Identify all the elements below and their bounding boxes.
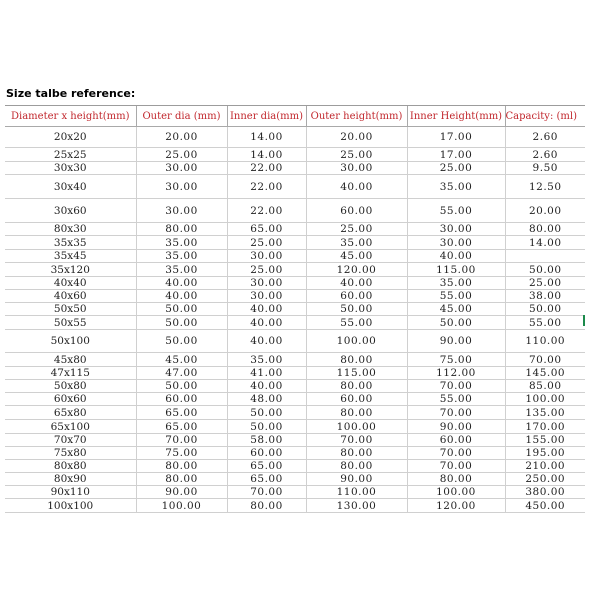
cell-inner-height[interactable]: 115.00: [407, 263, 505, 277]
cell-outer-height[interactable]: 130.00: [306, 499, 407, 513]
cell-size[interactable]: 80x80: [5, 460, 136, 473]
table-row: [5, 175, 585, 199]
table-row: [5, 303, 585, 316]
cell-inner-dia[interactable]: 60.00: [227, 447, 306, 460]
cell-inner-dia[interactable]: 58.00: [227, 434, 306, 447]
cell-outer-height[interactable]: 80.00: [306, 460, 407, 473]
cell-capacity[interactable]: 110.00: [505, 330, 585, 353]
cell-outer-height[interactable]: 60.00: [306, 199, 407, 223]
cell-outer-height[interactable]: 100.00: [306, 420, 407, 434]
cell-inner-dia[interactable]: 25.00: [227, 236, 306, 250]
cell-outer-dia[interactable]: 30.00: [136, 175, 227, 199]
cell-outer-height[interactable]: 35.00: [306, 236, 407, 250]
cell-outer-dia[interactable]: 50.00: [136, 303, 227, 316]
cell-size[interactable]: 40x40: [5, 277, 136, 290]
cell-capacity[interactable]: 50.00: [505, 263, 585, 277]
cell-capacity[interactable]: 380.00: [505, 486, 585, 499]
cell-capacity[interactable]: 14.00: [505, 236, 585, 250]
cell-outer-dia[interactable]: 50.00: [136, 380, 227, 393]
cell-outer-dia[interactable]: 45.00: [136, 353, 227, 367]
cell-capacity[interactable]: 70.00: [505, 353, 585, 367]
cell-inner-dia[interactable]: 30.00: [227, 290, 306, 303]
cell-size[interactable]: 35x35: [5, 236, 136, 250]
cell-outer-height[interactable]: 25.00: [306, 223, 407, 236]
cell-outer-dia[interactable]: 35.00: [136, 236, 227, 250]
cell-outer-dia[interactable]: 80.00: [136, 223, 227, 236]
cell-size[interactable]: 35x45: [5, 250, 136, 263]
cell-size[interactable]: 30x40: [5, 175, 136, 199]
cell-inner-dia[interactable]: 22.00: [227, 175, 306, 199]
cell-inner-height[interactable]: 35.00: [407, 175, 505, 199]
table-row: [5, 393, 585, 406]
cell-inner-height[interactable]: 70.00: [407, 460, 505, 473]
cell-inner-height[interactable]: 55.00: [407, 290, 505, 303]
cell-capacity[interactable]: 250.00: [505, 473, 585, 486]
cell-capacity[interactable]: 25.00: [505, 277, 585, 290]
cell-inner-height[interactable]: 90.00: [407, 330, 505, 353]
table-row: [5, 473, 585, 486]
table-row: [5, 447, 585, 460]
cell-inner-height[interactable]: 45.00: [407, 303, 505, 316]
cell-outer-height[interactable]: 50.00: [306, 303, 407, 316]
table-row: [5, 316, 585, 330]
cell-outer-dia[interactable]: 50.00: [136, 316, 227, 330]
cell-size[interactable]: 90x110: [5, 486, 136, 499]
cell-capacity[interactable]: 20.00: [505, 199, 585, 223]
cell-outer-height[interactable]: 60.00: [306, 290, 407, 303]
cell-capacity[interactable]: 55.00: [505, 316, 585, 330]
cell-inner-dia[interactable]: 41.00: [227, 367, 306, 380]
table-row: [5, 367, 585, 380]
cell-inner-height[interactable]: 70.00: [407, 406, 505, 420]
cell-outer-dia[interactable]: 20.00: [136, 127, 227, 148]
cell-inner-dia[interactable]: 70.00: [227, 486, 306, 499]
cell-outer-height[interactable]: 80.00: [306, 406, 407, 420]
cell-inner-dia[interactable]: 80.00: [227, 499, 306, 513]
cell-inner-height[interactable]: 75.00: [407, 353, 505, 367]
page-title: Size talbe reference:: [6, 87, 136, 100]
cell-outer-height[interactable]: 90.00: [306, 473, 407, 486]
cell-outer-dia[interactable]: 80.00: [136, 473, 227, 486]
header-outer-dia[interactable]: Outer dia (mm): [136, 106, 227, 127]
cell-capacity[interactable]: 50.00: [505, 303, 585, 316]
cell-outer-height[interactable]: 40.00: [306, 277, 407, 290]
cell-size[interactable]: 100x100: [5, 499, 136, 513]
cell-inner-height[interactable]: 30.00: [407, 236, 505, 250]
table-row: [5, 223, 585, 236]
cell-outer-height[interactable]: 70.00: [306, 434, 407, 447]
cell-inner-dia[interactable]: 22.00: [227, 162, 306, 175]
cell-capacity[interactable]: [505, 250, 585, 263]
cell-inner-height[interactable]: 60.00: [407, 434, 505, 447]
cell-capacity[interactable]: 12.50: [505, 175, 585, 199]
table-row: [5, 250, 585, 263]
cell-size[interactable]: 47x115: [5, 367, 136, 380]
cell-outer-height[interactable]: 55.00: [306, 316, 407, 330]
table-row: [5, 290, 585, 303]
cell-inner-dia[interactable]: 48.00: [227, 393, 306, 406]
cell-outer-dia[interactable]: 47.00: [136, 367, 227, 380]
cell-outer-dia[interactable]: 35.00: [136, 250, 227, 263]
cell-inner-height[interactable]: 90.00: [407, 420, 505, 434]
cell-capacity[interactable]: 2.60: [505, 148, 585, 162]
cell-outer-dia[interactable]: 75.00: [136, 447, 227, 460]
cell-size[interactable]: 30x60: [5, 199, 136, 223]
cell-inner-dia[interactable]: 50.00: [227, 406, 306, 420]
cell-capacity[interactable]: 170.00: [505, 420, 585, 434]
cell-outer-dia[interactable]: 60.00: [136, 393, 227, 406]
cell-outer-dia[interactable]: 90.00: [136, 486, 227, 499]
cell-inner-height[interactable]: 50.00: [407, 316, 505, 330]
table-row: [5, 127, 585, 148]
cell-outer-dia[interactable]: 70.00: [136, 434, 227, 447]
cell-outer-dia[interactable]: 30.00: [136, 199, 227, 223]
cell-inner-dia[interactable]: 40.00: [227, 303, 306, 316]
table-row: [5, 406, 585, 420]
cell-outer-dia[interactable]: 40.00: [136, 277, 227, 290]
cell-outer-height[interactable]: 80.00: [306, 447, 407, 460]
header-row: [5, 106, 585, 127]
cell-inner-height[interactable]: 40.00: [407, 250, 505, 263]
table-row: [5, 148, 585, 162]
cell-outer-dia[interactable]: 30.00: [136, 162, 227, 175]
cell-outer-height[interactable]: 60.00: [306, 393, 407, 406]
cell-inner-dia[interactable]: 30.00: [227, 277, 306, 290]
cell-outer-height[interactable]: 40.00: [306, 175, 407, 199]
table-row: [5, 434, 585, 447]
cell-inner-height[interactable]: 35.00: [407, 277, 505, 290]
cell-inner-height[interactable]: 80.00: [407, 473, 505, 486]
table-row: [5, 460, 585, 473]
cell-size[interactable]: 50x50: [5, 303, 136, 316]
cell-inner-height[interactable]: 30.00: [407, 223, 505, 236]
cell-capacity[interactable]: 9.50: [505, 162, 585, 175]
table-row: [5, 277, 585, 290]
cell-inner-dia[interactable]: 65.00: [227, 460, 306, 473]
cell-inner-dia[interactable]: 25.00: [227, 263, 306, 277]
table-row: [5, 263, 585, 277]
cell-size[interactable]: 80x90: [5, 473, 136, 486]
table-row: [5, 353, 585, 367]
cell-outer-dia[interactable]: 65.00: [136, 406, 227, 420]
cell-size[interactable]: 50x55: [5, 316, 136, 330]
table-row: [5, 486, 585, 499]
table-row: [5, 199, 585, 223]
header-diameter-height[interactable]: Diameter x height(mm): [5, 106, 136, 127]
cell-outer-height[interactable]: 25.00: [306, 148, 407, 162]
cell-size[interactable]: 25x25: [5, 148, 136, 162]
cell-inner-dia[interactable]: 35.00: [227, 353, 306, 367]
table-row: [5, 330, 585, 353]
cell-outer-height[interactable]: 120.00: [306, 263, 407, 277]
cell-inner-dia[interactable]: 65.00: [227, 473, 306, 486]
cell-size[interactable]: 45x80: [5, 353, 136, 367]
cell-size[interactable]: 40x60: [5, 290, 136, 303]
cell-outer-dia[interactable]: 65.00: [136, 420, 227, 434]
cell-capacity[interactable]: 450.00: [505, 499, 585, 513]
cell-selection-marker: [583, 315, 585, 326]
cell-inner-height[interactable]: 25.00: [407, 162, 505, 175]
header-outer-height[interactable]: Outer height(mm): [306, 106, 407, 127]
cell-outer-height[interactable]: 30.00: [306, 162, 407, 175]
header-capacity[interactable]: Capacity: (ml): [505, 106, 585, 127]
table-row: [5, 380, 585, 393]
cell-outer-height[interactable]: 20.00: [306, 127, 407, 148]
cell-inner-dia[interactable]: 30.00: [227, 250, 306, 263]
cell-inner-dia[interactable]: 40.00: [227, 330, 306, 353]
cell-size[interactable]: 70x70: [5, 434, 136, 447]
cell-outer-dia[interactable]: 35.00: [136, 263, 227, 277]
table-body: [5, 127, 585, 513]
table-row: [5, 236, 585, 250]
cell-capacity[interactable]: 155.00: [505, 434, 585, 447]
cell-outer-dia[interactable]: 80.00: [136, 460, 227, 473]
size-table: [5, 105, 585, 513]
cell-inner-height[interactable]: 55.00: [407, 199, 505, 223]
cell-outer-height[interactable]: 80.00: [306, 380, 407, 393]
cell-size[interactable]: 65x80: [5, 406, 136, 420]
table-row: [5, 162, 585, 175]
cell-size[interactable]: 50x100: [5, 330, 136, 353]
cell-capacity[interactable]: 2.60: [505, 127, 585, 148]
cell-outer-dia[interactable]: 50.00: [136, 330, 227, 353]
cell-outer-height[interactable]: 110.00: [306, 486, 407, 499]
cell-inner-height[interactable]: 70.00: [407, 380, 505, 393]
cell-capacity[interactable]: 145.00: [505, 367, 585, 380]
cell-outer-dia[interactable]: 100.00: [136, 499, 227, 513]
cell-size[interactable]: 35x120: [5, 263, 136, 277]
cell-capacity[interactable]: 80.00: [505, 223, 585, 236]
cell-capacity[interactable]: 38.00: [505, 290, 585, 303]
header-inner-height[interactable]: Inner Height(mm): [407, 106, 505, 127]
cell-outer-dia[interactable]: 25.00: [136, 148, 227, 162]
cell-size[interactable]: 20x20: [5, 127, 136, 148]
cell-inner-height[interactable]: 120.00: [407, 499, 505, 513]
cell-capacity[interactable]: 85.00: [505, 380, 585, 393]
table-row: [5, 420, 585, 434]
cell-size[interactable]: 50x80: [5, 380, 136, 393]
cell-inner-dia[interactable]: 14.00: [227, 148, 306, 162]
cell-capacity[interactable]: 100.00: [505, 393, 585, 406]
table-row: [5, 499, 585, 513]
cell-inner-dia[interactable]: 65.00: [227, 223, 306, 236]
cell-size[interactable]: 75x80: [5, 447, 136, 460]
cell-inner-dia[interactable]: 22.00: [227, 199, 306, 223]
cell-inner-height[interactable]: 100.00: [407, 486, 505, 499]
cell-outer-height[interactable]: 115.00: [306, 367, 407, 380]
cell-size[interactable]: 65x100: [5, 420, 136, 434]
cell-outer-height[interactable]: 45.00: [306, 250, 407, 263]
cell-inner-height[interactable]: 17.00: [407, 127, 505, 148]
cell-capacity[interactable]: 210.00: [505, 460, 585, 473]
cell-outer-dia[interactable]: 40.00: [136, 290, 227, 303]
cell-outer-height[interactable]: 80.00: [306, 353, 407, 367]
cell-inner-dia[interactable]: 40.00: [227, 316, 306, 330]
cell-inner-height[interactable]: 70.00: [407, 447, 505, 460]
cell-outer-height[interactable]: 100.00: [306, 330, 407, 353]
cell-capacity[interactable]: 195.00: [505, 447, 585, 460]
cell-size[interactable]: 80x30: [5, 223, 136, 236]
cell-capacity[interactable]: 135.00: [505, 406, 585, 420]
cell-inner-height[interactable]: 17.00: [407, 148, 505, 162]
cell-size[interactable]: 30x30: [5, 162, 136, 175]
cell-inner-dia[interactable]: 14.00: [227, 127, 306, 148]
cell-inner-height[interactable]: 55.00: [407, 393, 505, 406]
cell-inner-dia[interactable]: 50.00: [227, 420, 306, 434]
size-table-grid: [5, 106, 585, 513]
cell-size[interactable]: 60x60: [5, 393, 136, 406]
cell-inner-dia[interactable]: 40.00: [227, 380, 306, 393]
header-inner-dia[interactable]: Inner dia(mm): [227, 106, 306, 127]
cell-inner-height[interactable]: 112.00: [407, 367, 505, 380]
